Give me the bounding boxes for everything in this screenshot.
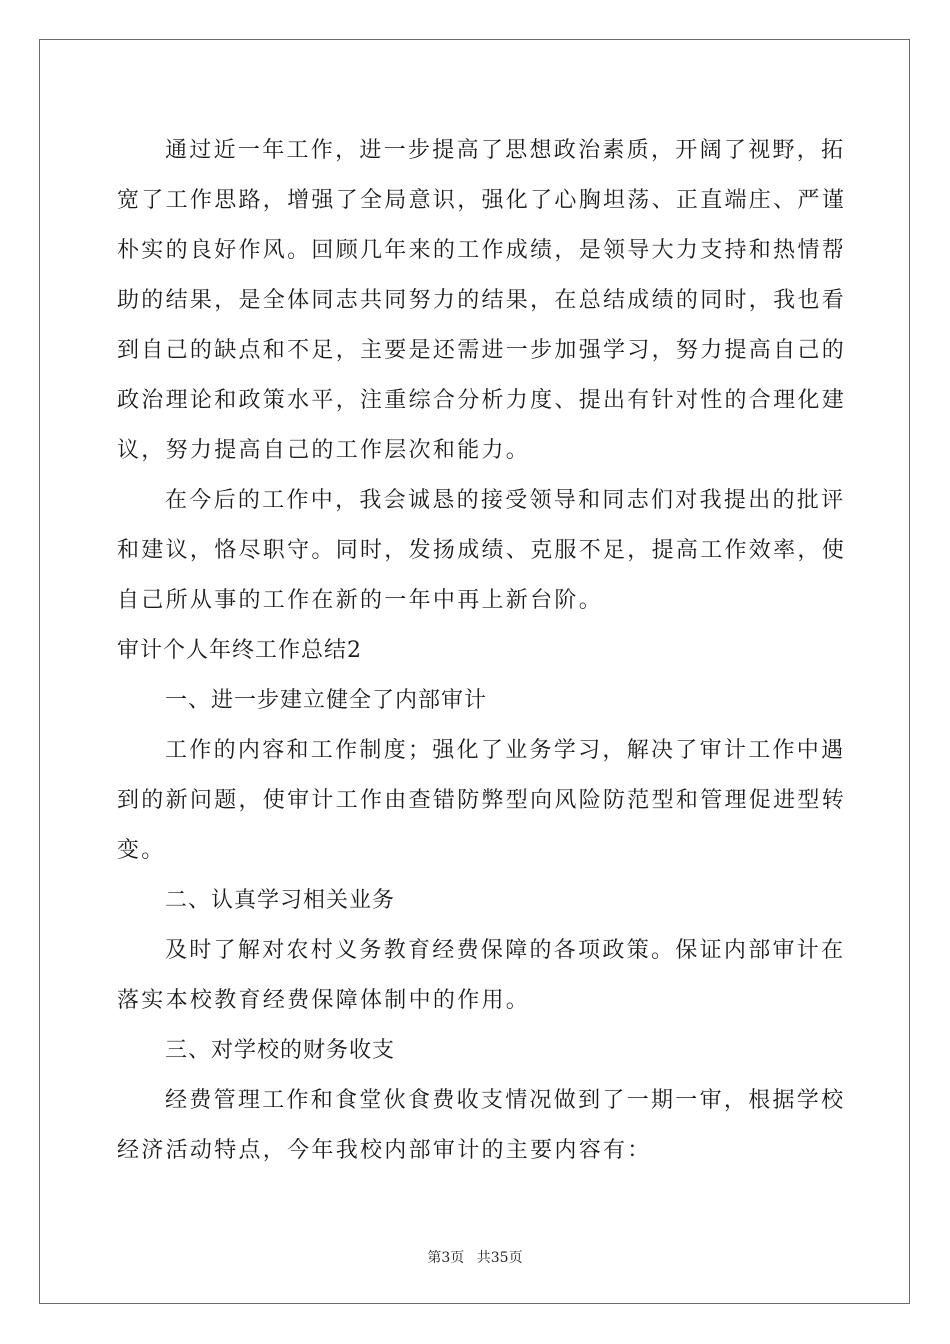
paragraph-line: 助的结果，是全体同志共同努力的结果，在总结成绩的同时，我也看 bbox=[117, 288, 847, 313]
document-body bbox=[117, 126, 847, 1176]
paragraph-line: 经费管理工作和食堂伙食费收支情况做到了一期一审，根据学校 bbox=[165, 1088, 846, 1113]
paragraph-line: 自己所从事的工作在新的一年中再上新台阶。 bbox=[117, 588, 604, 613]
subheading: 一、进一步建立健全了内部审计 bbox=[165, 688, 488, 713]
paragraph-line: 朴实的良好作风。回顾几年来的工作成绩，是领导大力支持和热情帮 bbox=[117, 238, 847, 263]
paragraph-line: 议，努力提高自己的工作层次和能力。 bbox=[117, 438, 531, 463]
page-footer bbox=[0, 1247, 950, 1267]
paragraph-line: 和建议，恪尽职守。同时，发扬成绩、克服不足，提高工作效率，使 bbox=[117, 538, 847, 563]
paragraph-line: 宽了工作思路，增强了全局意识，强化了心胸坦荡、正直端庄、严谨 bbox=[117, 188, 847, 213]
paragraph-line: 在今后的工作中，我会诚恳的接受领导和同志们对我提出的批评 bbox=[165, 488, 846, 513]
page-number: 第3页 bbox=[427, 1250, 465, 1266]
paragraph-line: 到自己的缺点和不足，主要是还需进一步加强学习，努力提高自己的 bbox=[117, 338, 847, 363]
paragraph-line: 变。 bbox=[117, 838, 166, 863]
paragraph-line: 政治理论和政策水平，注重综合分析力度、提出有针对性的合理化建 bbox=[117, 388, 847, 413]
subheading: 三、对学校的财务收支 bbox=[165, 1038, 396, 1063]
subheading: 二、认真学习相关业务 bbox=[165, 888, 396, 913]
paragraph-line: 通过近一年工作，进一步提高了思想政治素质，开阔了视野，拓 bbox=[165, 138, 846, 163]
paragraph-line: 经济活动特点，今年我校内部审计的主要内容有： bbox=[117, 1138, 652, 1163]
paragraph-line: 及时了解对农村义务教育经费保障的各项政策。保证内部审计在 bbox=[165, 938, 846, 963]
paragraph-line: 落实本校教育经费保障体制中的作用。 bbox=[117, 988, 531, 1013]
paragraph-line: 工作的内容和工作制度；强化了业务学习，解决了审计工作中遇 bbox=[165, 738, 846, 763]
section-title: 审计个人年终工作总结2 bbox=[117, 638, 362, 663]
paragraph-line: 到的新问题，使审计工作由查错防弊型向风险防范型和管理促进型转 bbox=[117, 788, 847, 813]
page-total: 共35页 bbox=[476, 1250, 523, 1266]
